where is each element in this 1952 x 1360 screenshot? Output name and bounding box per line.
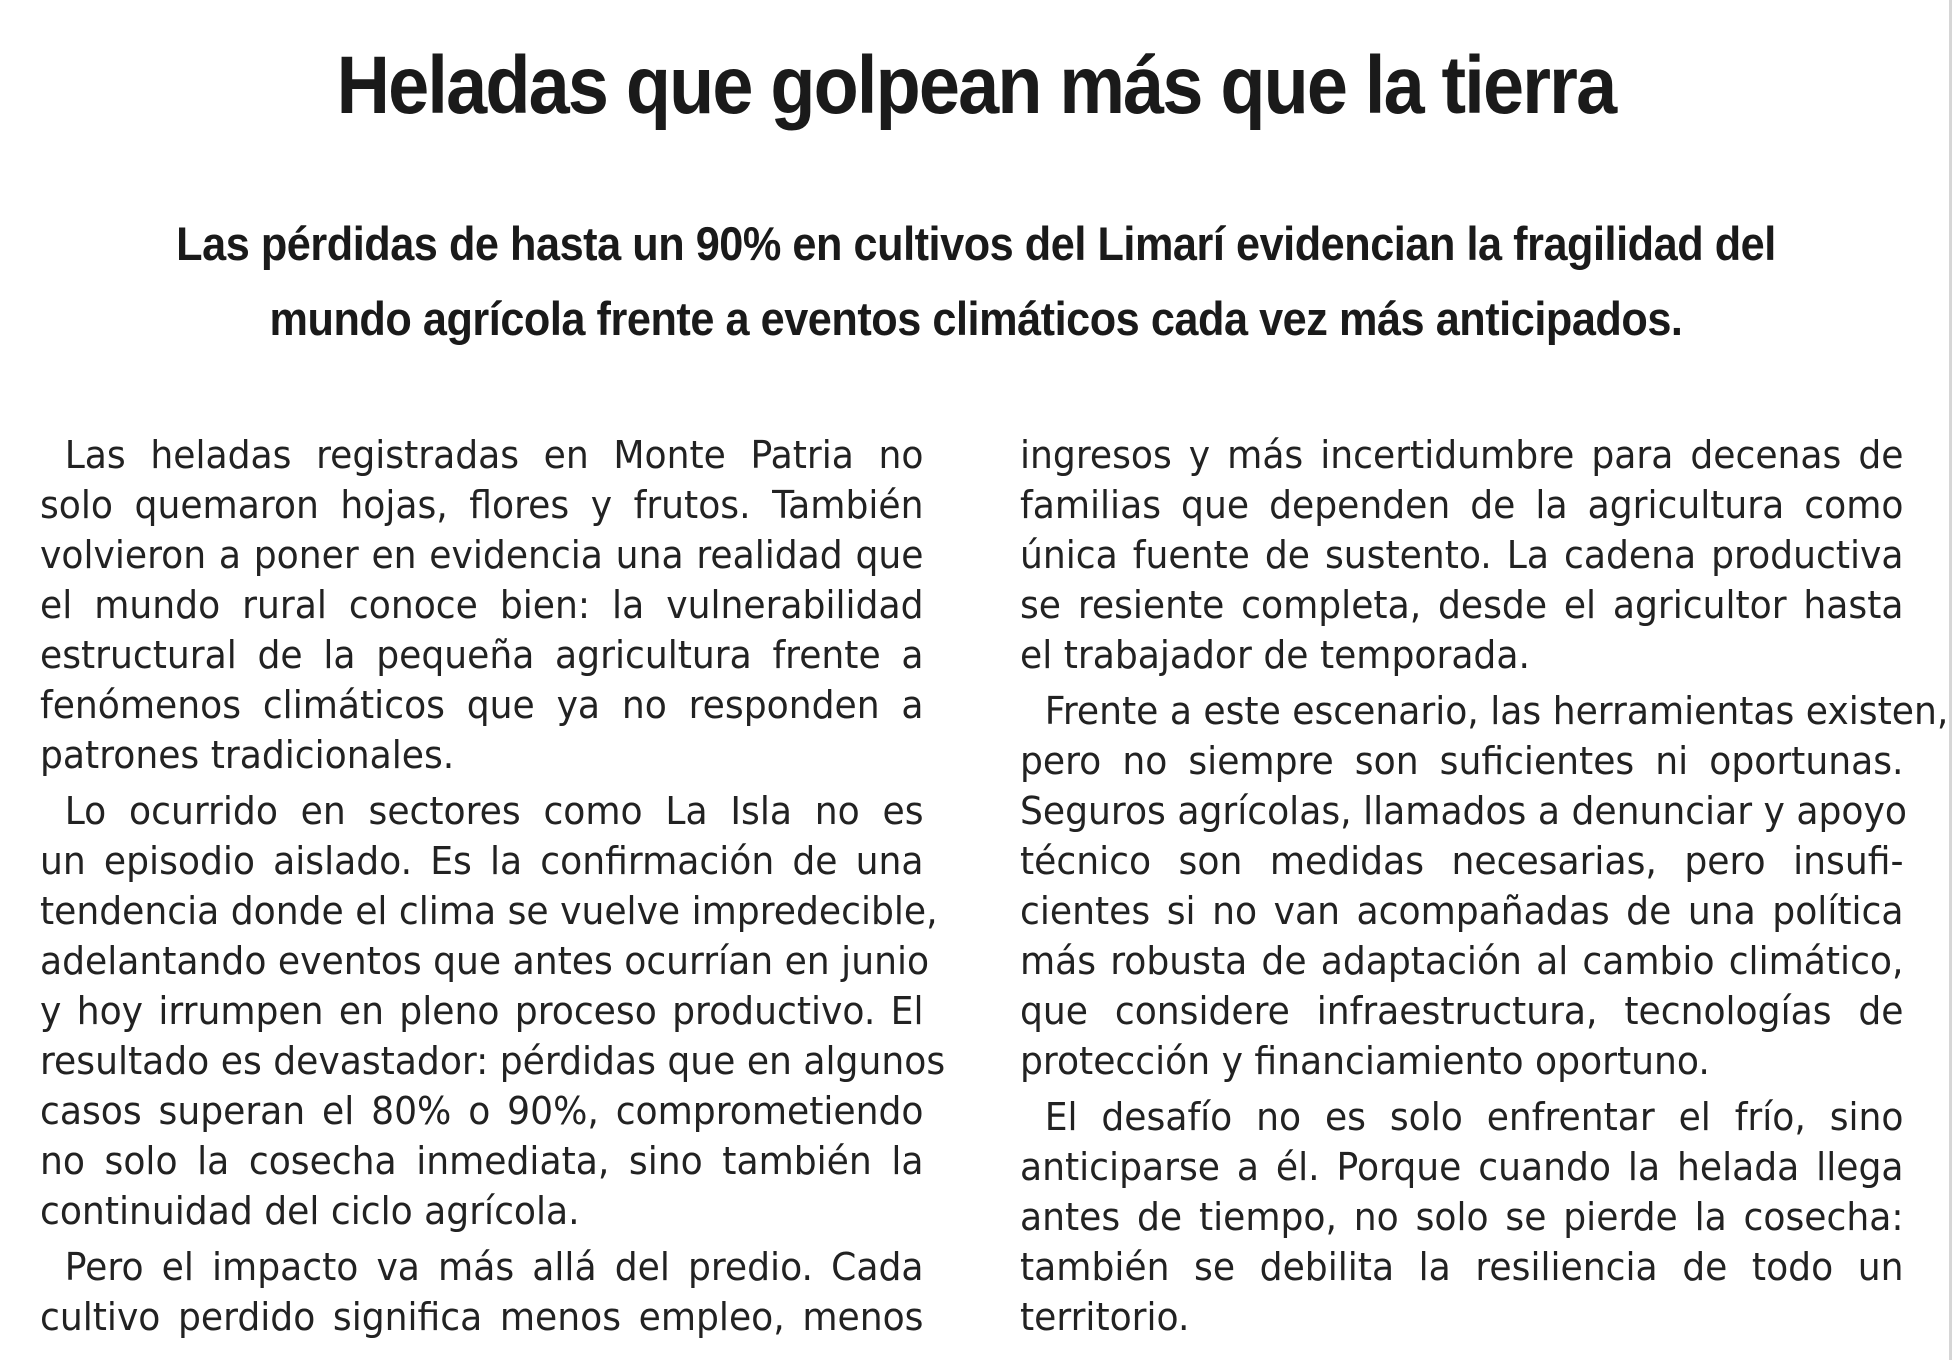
text-line: y hoy irrumpen en pleno proceso productivo. El (40, 989, 924, 1033)
headline: Heladas que golpean más que la tierra (336, 40, 1616, 131)
text-line: Seguros agrícolas, llamados a denunciar y apoyo (1020, 789, 1907, 833)
text-line: no solo la cosecha inmediata, sino también la (40, 1139, 924, 1183)
text-line: El desafío no es solo enfrentar el frío, sino (1044, 1095, 1904, 1139)
text-line: cientes si no van acompañadas de una política (1020, 889, 1904, 933)
paragraph-2 (40, 786, 946, 1236)
paragraph-3 (40, 1242, 924, 1342)
text-line: anticiparse a él. Porque cuando la helada llega (1020, 1145, 1904, 1189)
left-column (40, 430, 946, 1348)
text-line: que considere infraestructura, tecnologías de (1020, 989, 1904, 1033)
text-line: técnico son medidas necesarias, pero insufi- (1020, 839, 1904, 883)
text-line: se resiente completa, desde el agricultor hasta (1020, 583, 1904, 627)
text-line: estructural de la pequeña agricultura frente a (40, 633, 924, 677)
paragraph-1 (40, 430, 924, 780)
text-line: más robusta de adaptación al cambio climático, (1020, 939, 1904, 983)
text-line: volvieron a poner en evidencia una realidad que (40, 533, 924, 577)
text-line: Pero el impacto va más allá del predio. Cada (64, 1245, 924, 1289)
text-line: única fuente de sustento. La cadena productiva (1020, 533, 1904, 577)
text-line: tendencia donde el clima se vuelve impredecible, (40, 889, 938, 933)
deck-subheadline (78, 206, 1874, 356)
text-line: también se debilita la resiliencia de todo un (1020, 1245, 1904, 1289)
text-line: protección y financiamiento oportuno. (1020, 1039, 1710, 1083)
text-line: el trabajador de temporada. (1020, 633, 1530, 677)
paragraph-3-continued (1020, 430, 1904, 680)
text-line: cultivo perdido significa menos empleo, menos (40, 1295, 924, 1339)
text-line: fenómenos climáticos que ya no responden a (40, 683, 924, 727)
text-line: Lo ocurrido en sectores como La Isla no es (64, 789, 924, 833)
text-line: territorio. (1020, 1295, 1190, 1339)
text-line: patrones tradicionales. (40, 733, 455, 777)
text-line: el mundo rural conoce bien: la vulnerabilidad (40, 583, 924, 627)
text-line: Las heladas registradas en Monte Patria no (64, 433, 924, 477)
deck-line: Las pérdidas de hasta un 90% en cultivos del Limarí evidencian la fragilidad del (176, 217, 1776, 270)
text-line: antes de tiempo, no solo se pierde la cosecha: (1020, 1195, 1904, 1239)
right-column (1020, 430, 1949, 1348)
text-line: pero no siempre son suficientes ni oportunas. (1020, 739, 1904, 783)
text-line: resultado es devastador: pérdidas que en algunos (40, 1039, 946, 1083)
text-line: Frente a este escenario, las herramientas existen, (1044, 689, 1949, 733)
text-line: ingresos y más incertidumbre para decenas de (1020, 433, 1904, 477)
paragraph-5 (1020, 1092, 1904, 1342)
text-line: adelantando eventos que antes ocurrían en junio (40, 939, 930, 983)
paragraph-4 (1020, 686, 1949, 1086)
deck-line: mundo agrícola frente a eventos climáticos cada vez más anticipados. (269, 292, 1683, 345)
text-line: continuidad del ciclo agrícola. (40, 1189, 580, 1233)
text-line: solo quemaron hojas, flores y frutos. También (40, 483, 924, 527)
text-line: familias que dependen de la agricultura como (1020, 483, 1904, 527)
text-line: casos superan el 80% o 90%, comprometiendo (40, 1089, 924, 1133)
text-line: un episodio aislado. Es la confirmación de una (40, 839, 924, 883)
